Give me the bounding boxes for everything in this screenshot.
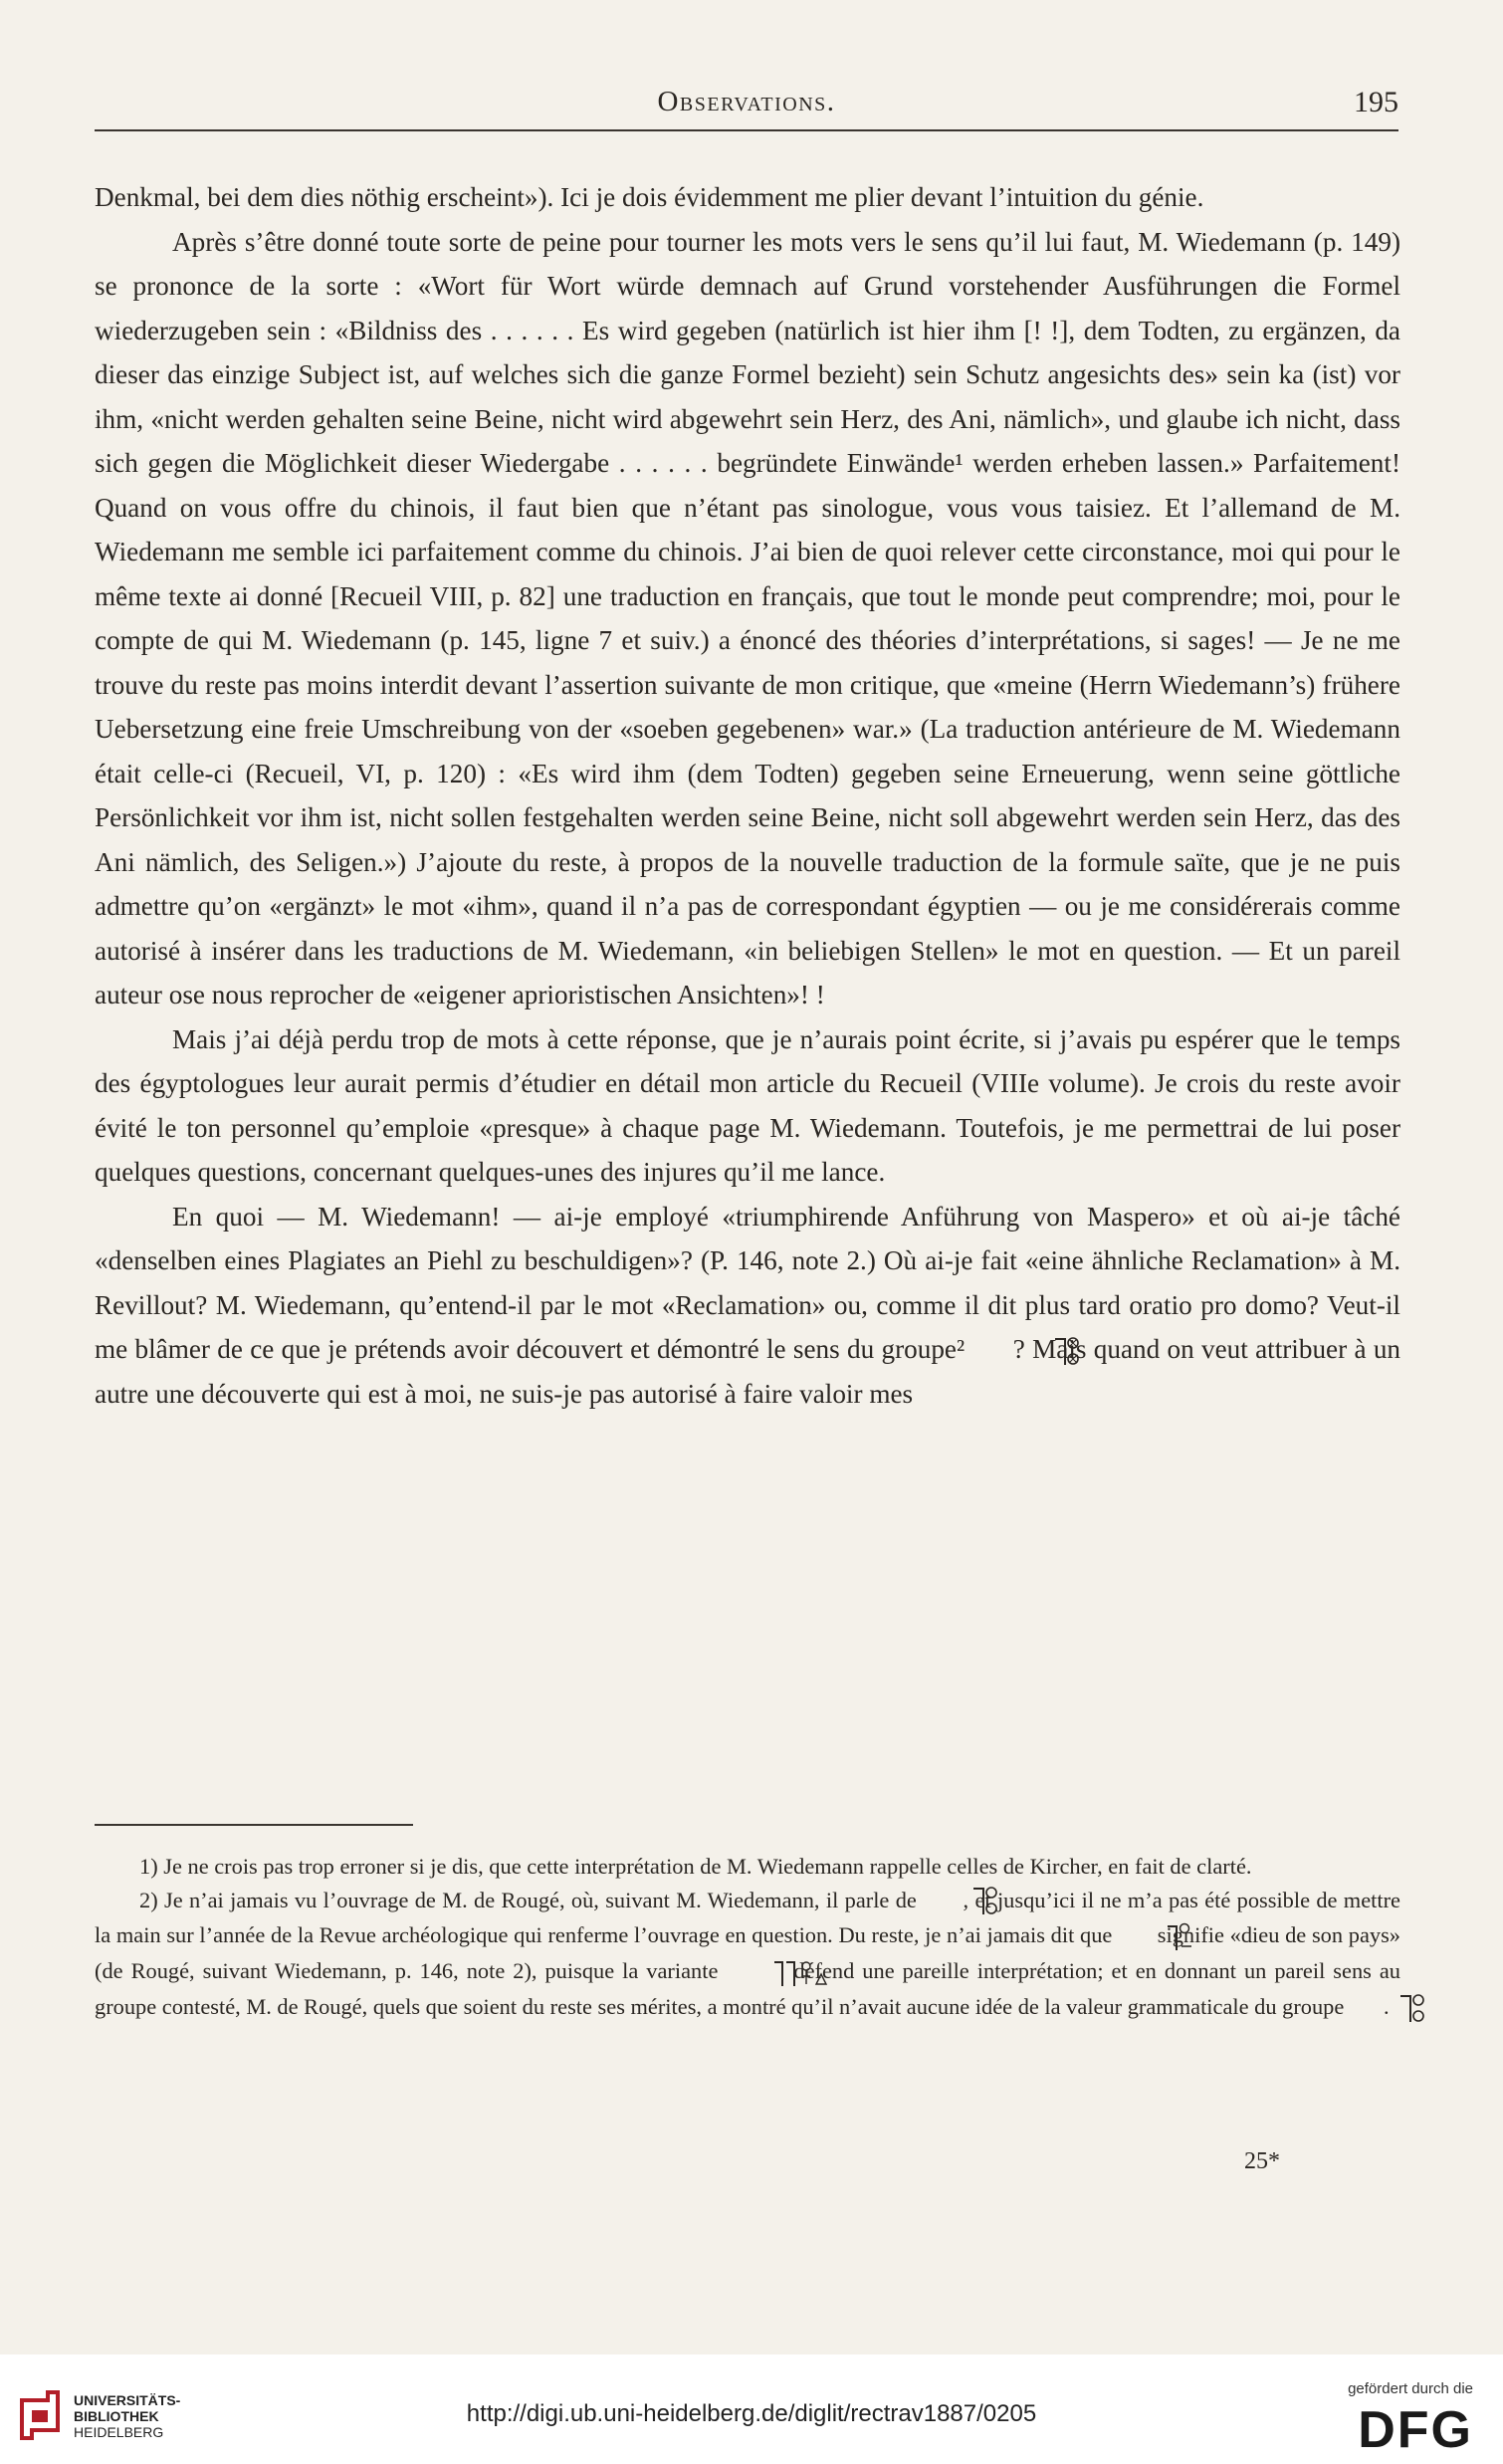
paragraph-4: [95, 1195, 1400, 1417]
paragraph-4-text: En quoi — M. Wiedemann! — ai-je employé «triumphirende Anführung von Maspero» et où ai-je tâché «denselben eines Plagiates an Piehl zu beschuldigen»? (P. 146, note 2.) Où ai-je fait «eine ähnliche Reclamation» à M. Revillout? M. Wiedemann, qu’entend-il par le mot «Reclamation» ou, comme il dit plus tard oratio pro domo? Veut-il me blâmer de ce que je prétends avoir découvert et démontré le sens du groupe²: [95, 1201, 1400, 1364]
signature-mark: 25*: [1244, 2148, 1280, 2174]
footnote-2-text-b: , et jusqu’ici il ne m’a pas été possible de mettre la main sur l’année de la Revue archéologique qui renferme l’ouvrage en question. Du reste, je n’ai jamais dit que: [95, 1887, 1400, 1948]
library-name-line3: HEIDELBERG: [74, 2424, 164, 2440]
footnote-2-text-d: défend une pareille interprétation; et en donnant un pareil sens au groupe contesté, M. de Rougé, quels que soient du reste ses mérites, a montré qu’il n’avait aucune idée de la valeur grammaticale du groupe: [95, 1958, 1400, 2020]
hieroglyph-neter-group-icon: [925, 1885, 955, 1918]
page-header: [95, 80, 1398, 131]
footnotes: [95, 1850, 1400, 2026]
main-text: [95, 175, 1400, 1416]
footnote-1: 1) Je ne crois pas trop erroner si je dis, que cette interprétation de M. Wiedemann rappelle celles de Kircher, en fait de clarté.: [139, 1854, 1252, 1879]
running-head: Observations.: [657, 86, 836, 117]
page-number: 195: [1354, 86, 1398, 118]
hieroglyph-neter-group-icon: [973, 1335, 1003, 1369]
library-name-line1: UNIVERSITÄTS-: [74, 2392, 181, 2408]
funded-by-label: gefördert durch die: [1348, 2380, 1473, 2397]
hieroglyph-variant-icon: [728, 1956, 783, 1990]
footnote-2-text-c: signifie «dieu de son pays» (de Rougé, suivant Wiedemann, p. 146, note 2), puisque la variante: [95, 1922, 1400, 1984]
footnote-2-end: .: [1383, 1994, 1390, 2020]
paragraph-3: Mais j’ai déjà perdu trop de mots à cette réponse, que je n’aurais point écrite, si j’avais pu espérer que le temps des égyptologues leur aurait permis d’étudier en détail mon article du Recueil (VIIIe volume). Je crois du reste avoir évité le ton personnel qu’emploie «presque» à chaque page M. Wiedemann. Toutefois, je me permettrai de lui poser quelques questions, concernant quelques-unes des injures qu’il me lance.: [95, 1023, 1400, 1187]
footnote-2-text-a: 2) Je n’ai jamais vu l’ouvrage de M. de Rougé, où, suivant M. Wiedemann, il parle de: [139, 1887, 917, 1912]
digitization-footer: [0, 2354, 1503, 2464]
footnote-divider: [95, 1824, 413, 1826]
footnote-2: [95, 1884, 1400, 2026]
dfg-logo: DFG: [1358, 2401, 1473, 2459]
hieroglyph-neter-city-icon: [1120, 1920, 1150, 1954]
library-name-line2: BIBLIOTHEK: [74, 2408, 159, 2424]
paragraph-1: Denkmal, bei dem dies nöthig erscheint»). Ici je dois évidemment me plier devant l’intuition du génie.: [95, 182, 1204, 212]
paragraph-2: Après s’être donné toute sorte de peine pour tourner les mots vers le sens qu’il lui faut, M. Wiedemann (p. 149) se prononce de la sorte : «Wort für Wort würde demnach auf Grund vorstehender Ausführungen die Formel wiederzugeben sein : «Bildniss des . . . . . . Es wird gegeben (natürlich ist hier ihm [! !], dem Todten, zu ergänzen, da dieser das einzige Subject ist, auf welches sich die ganze Formel bezieht) sein Schutz angesichts des» sein ka (ist) vor ihm, «nicht werden gehalten seine Beine, nicht wird abgewehrt sein Herz, des Ani, nämlich», und glaube ich nicht, dass sich gegen die Möglichkeit dieser Wiedergabe . . . . . . begründete Einwände¹ werden erheben lassen.» Parfaitement! Quand on vous offre du chinois, il faut bien que n’étant pas sinologue, vous vous taisiez. Et l’allemand de M. Wiedemann me semble ici parfaitement comme du chinois. J’ai bien de quoi relever cette circonstance, moi qui pour le même texte ai donné [Recueil VIII, p. 82] une traduction en français, que tout le monde peut comprendre; moi, pour le compte de qui M. Wiedemann (p. 145, ligne 7 et suiv.) a énoncé des théories d’interprétations, si sages! — Je ne me trouve du reste pas moins interdit devant l’assertion suivante de mon critique, que «meine (Herrn Wiedemann’s) frühere Uebersetzung eine freie Umschreibung von der «soeben gegebenen» war.» (La traduction antérieure de M. Wiedemann était celle-ci (Recueil, VI, p. 120) : «Es wird ihm (dem Todten) gegeben seine Erneuerung, wenn seine göttliche Persönlichkeit vor ihm ist, nicht sollen festgehalten werden seine Beine, nicht soll abgewehrt werden sein Herz, das des Ani nämlich, des Seligen.») J’ajoute du reste, à propos de la nouvelle traduction de la formule saïte, que je ne puis admettre qu’on «ergänzt» le mot «ihm», quand il n’a pas de correspondant égyptien — ou je me considérerais comme autorisé à insérer dans les traductions de M. Wiedemann, «in beliebigen Stellen» le mot en question. — Et un pareil auteur ose nous reprocher de «eigener aprioristischen Ansichten»! !: [95, 226, 1400, 1009]
paragraph-4-continuation: ? Mais quand on veut attribuer à un autre une découverte qui est à moi, ne suis-je pas autorisé à faire valoir mes: [95, 1334, 1401, 1409]
hieroglyph-neter-group-icon: [1352, 1992, 1382, 2026]
permalink-url[interactable]: http://digi.ub.uni-heidelberg.de/diglit/rectrav1887/0205: [466, 2400, 1037, 2427]
